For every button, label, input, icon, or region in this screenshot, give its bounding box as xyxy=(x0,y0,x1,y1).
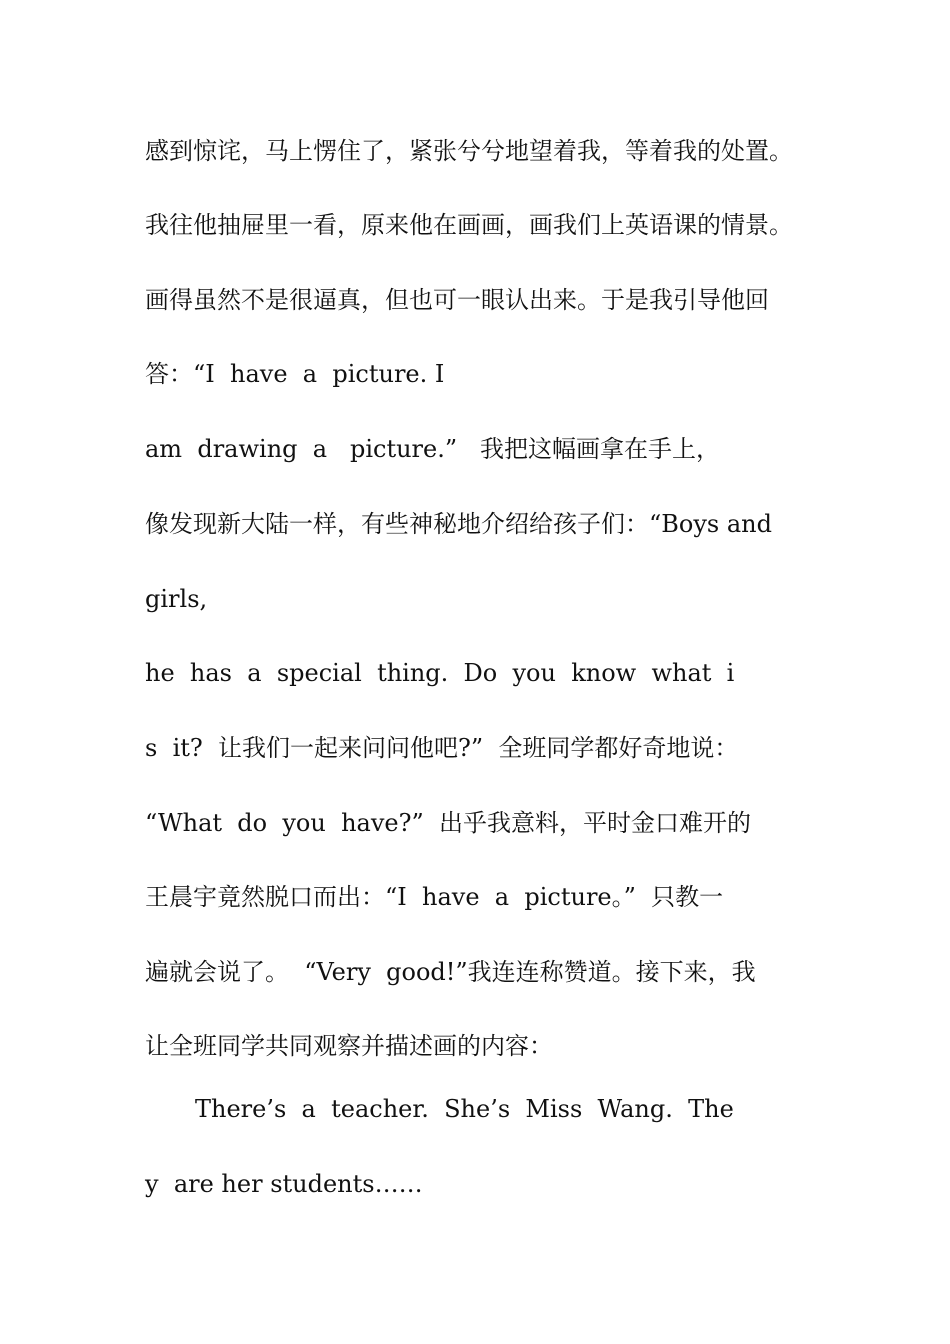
text-line-10: “What do you have?” 出乎我意料，平时金口难开的 xyxy=(145,809,751,837)
text-line-3: 画得虽然不是很逼真，但也可一眼认出来。于是我引导他回 xyxy=(145,286,769,314)
text-line-13: 让全班同学共同观察并描述画的内容： xyxy=(145,1032,553,1060)
text-line-7: girls, xyxy=(145,585,208,613)
text-line-1: 感到惊诧，马上愣住了，紧张兮兮地望着我，等着我的处置。 xyxy=(145,137,793,165)
text-line-6: 像发现新大陆一样，有些神秘地介绍给孩子们：“Boys and xyxy=(145,510,772,538)
text-line-12: 遍就会说了。 “Very good!”我连连称赞道。接下来，我 xyxy=(145,958,756,986)
text-line-14: There’s a teacher. She’s Miss Wang. The xyxy=(195,1095,734,1123)
text-line-2: 我往他抽屉里一看，原来他在画画，画我们上英语课的情景。 xyxy=(145,211,793,239)
text-line-15: y are her students…… xyxy=(145,1170,423,1198)
text-line-5: am drawing a picture.” 我把这幅画拿在手上， xyxy=(145,435,721,463)
text-line-11: 王晨宇竟然脱口而出：“I have a picture。” 只教一 xyxy=(145,883,724,911)
text-line-8: he has a special thing. Do you know what i xyxy=(145,659,735,687)
text-line-9: s it? 让我们一起来问问他吧?” 全班同学都好奇地说： xyxy=(145,734,739,762)
text-line-4: 答：“I have a picture. I xyxy=(145,360,445,388)
